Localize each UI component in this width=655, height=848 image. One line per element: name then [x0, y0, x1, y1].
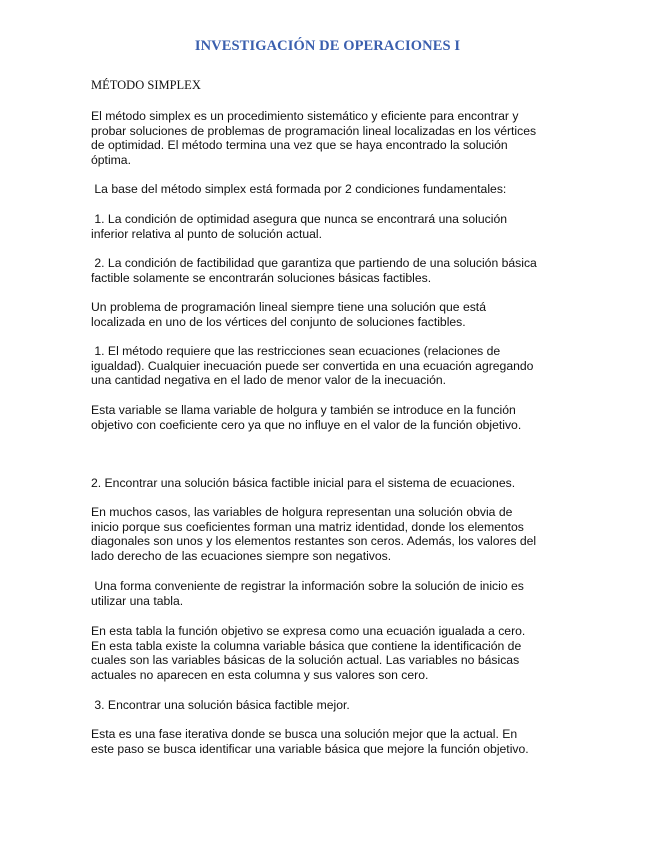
- text-line: En esta tabla existe la columna variable básica que contiene la identificación de: [91, 638, 522, 653]
- text-line: una cantidad negativa en el lado de menor valor de la inecuación.: [91, 373, 447, 388]
- text-line: utilizar una tabla.: [91, 593, 184, 608]
- text-line: Esta es una fase iterativa donde se busca una solución mejor que la actual. En: [91, 727, 518, 741]
- text-line: En muchos casos, las variables de holgura representan una solución obvia de: [91, 505, 513, 519]
- text-line: 3. Encontrar una solución básica factible mejor.: [91, 698, 350, 712]
- paragraph-restrictions: [91, 344, 571, 388]
- text-line: óptima.: [91, 152, 131, 167]
- paragraph-intro: [91, 109, 571, 167]
- text-line: diagonales son unos y los elementos restantes son ceros. Además, los valores del: [91, 534, 537, 549]
- text-line: 2. Encontrar una solución básica factible inicial para el sistema de ecuaciones.: [91, 476, 516, 490]
- text-line: cuales son las variables básicas de la solución actual. Las variables no básicas: [91, 653, 520, 668]
- paragraph-vertex: [91, 300, 571, 329]
- text-line: 1. La condición de optimidad asegura que nunca se encontrará una solución: [91, 212, 508, 226]
- text-line: Esta variable se llama variable de holgura y también se introduce en la función: [91, 403, 516, 417]
- paragraph-step-2: [91, 476, 571, 491]
- text-line: 1. El método requiere que las restricciones sean ecuaciones (relaciones de: [91, 344, 501, 358]
- text-line: igualdad). Cualquier inecuación puede ser convertida en una ecuación agregando: [91, 358, 534, 373]
- paragraph-feasibility: [91, 256, 571, 285]
- text-line: La base del método simplex está formada por 2 condiciones fundamentales:: [91, 182, 507, 196]
- paragraph-identity-matrix: [91, 505, 571, 563]
- text-line: inferior relativa al punto de solución actual.: [91, 226, 323, 241]
- text-line: localizada en uno de los vértices del conjunto de soluciones factibles.: [91, 314, 466, 329]
- text-line: objetivo con coeficiente cero ya que no influye en el valor de la función objetivo.: [91, 417, 522, 432]
- text-line: lado derecho de las ecuaciones siempre son negativos.: [91, 548, 392, 563]
- text-line: Una forma conveniente de registrar la información sobre la solución de inicio es: [91, 579, 524, 593]
- paragraph-step-3: [91, 698, 571, 713]
- text-line: El método simplex es un procedimiento sistemático y eficiente para encontrar y: [91, 109, 519, 123]
- text-line: este paso se busca identificar una variable básica que mejore la función objetivo.: [91, 741, 529, 756]
- text-line: En esta tabla la función objetivo se expresa como una ecuación igualada a cero.: [91, 624, 526, 638]
- paragraph-iterative: [91, 727, 571, 756]
- section-subtitle: MÉTODO SIMPLEX: [91, 78, 201, 92]
- text-line: inicio porque sus coeficientes forman una matriz identidad, donde los elementos: [91, 519, 524, 534]
- text-line: de optimidad. El método termina una vez que se haya encontrado la solución: [91, 138, 508, 153]
- paragraph-table: [91, 579, 571, 608]
- text-line: factible solamente se encontrarán soluciones básicas factibles.: [91, 270, 432, 285]
- paragraph-optimality: [91, 212, 571, 241]
- document-title: INVESTIGACIÓN DE OPERACIONES I: [194, 38, 461, 54]
- paragraph-objective-function: [91, 624, 571, 682]
- text-line: probar soluciones de problemas de programación lineal localizadas en los vértices: [91, 123, 537, 138]
- paragraph-slack-variable: [91, 403, 571, 432]
- text-line: actuales no aparecen en esta columna y sus valores son cero.: [91, 667, 429, 682]
- text-line: Un problema de programación lineal siempre tiene una solución que está: [91, 300, 486, 314]
- text-line: 2. La condición de factibilidad que garantiza que partiendo de una solución básica: [91, 256, 537, 270]
- paragraph-base: [91, 182, 571, 197]
